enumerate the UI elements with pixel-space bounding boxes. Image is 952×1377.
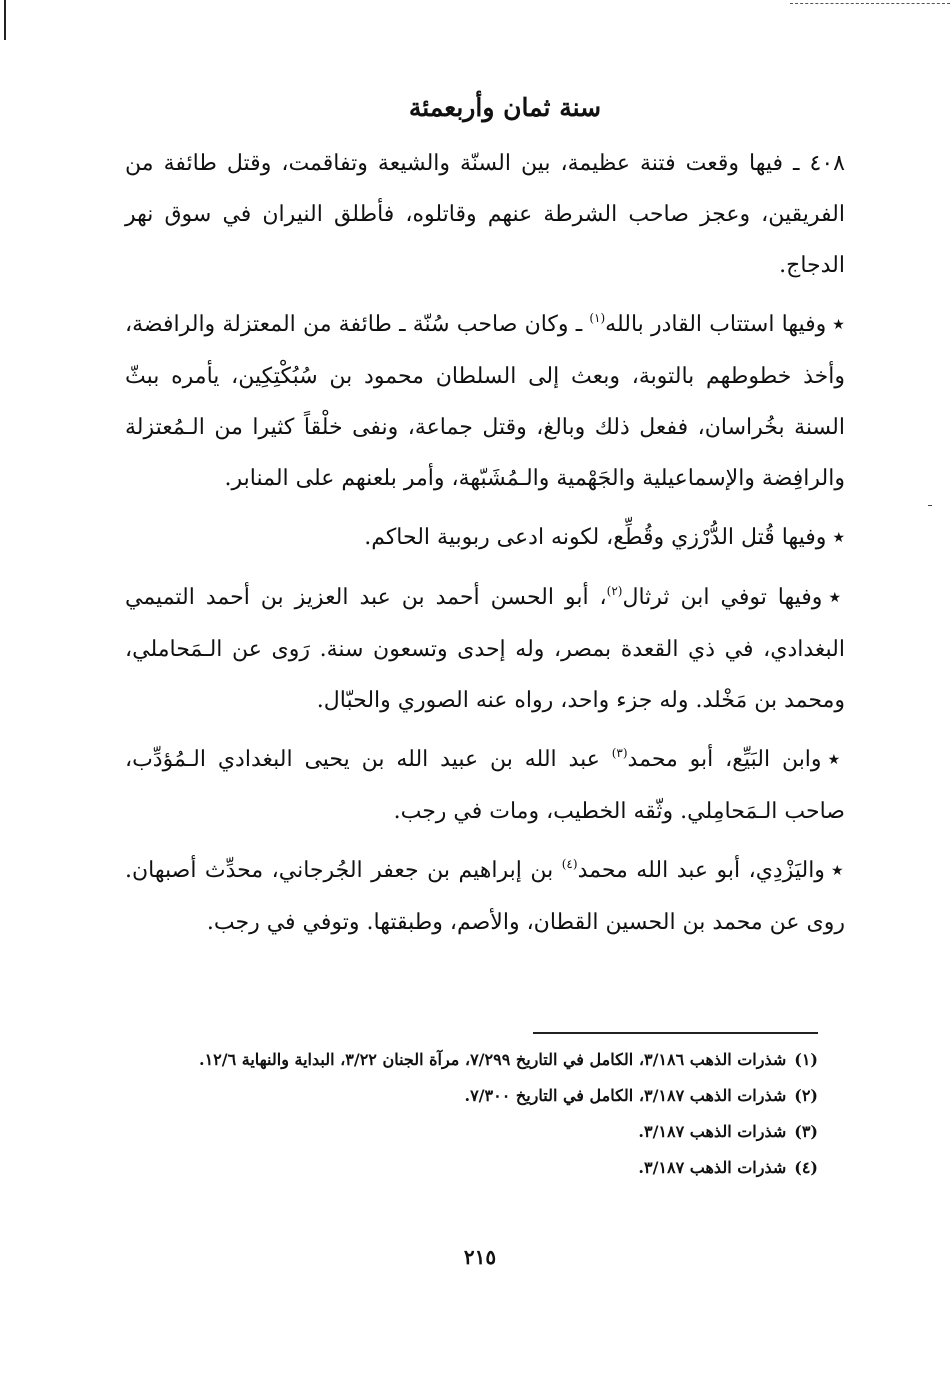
footnote-item bbox=[115, 1078, 818, 1114]
footnote-ref-3[interactable]: (٣) bbox=[611, 746, 628, 760]
paragraph-yazdi bbox=[125, 845, 845, 948]
footnotes bbox=[115, 1042, 818, 1186]
paragraph-text: عبد الله بن عبيد الله بن يحيى البغدادي الـمُؤدِّب، صاحب الـمَحامِلي. وثّقه الخطيب، ومات في رجب. bbox=[125, 747, 845, 824]
paragraph-text: بن إبراهيم بن جعفر الجُرجاني، محدِّث أصبهان. روى عن محمد بن الحسين القطان، والأصم، وطبقتها. وتوفي في رجب. bbox=[125, 858, 845, 935]
paragraph-text: ـ وكان صاحب سُنّة ـ طائفة من المعتزلة والرافضة، وأخذ خطوطهم بالتوبة، وبعث إلى السلطان محمود بن سُبُكْتِكِين، يأمره ببثّ السنة بخُراسان، ففعل ذلك وبالغ، وقتل جماعة، ونفى خلْقاً كثيرا من الـمُعتزلة والرافِضة والإسماعيلية والجَهْمية والـمُشَبّهة، وأمر بلعنهم على المنابر. bbox=[125, 312, 845, 491]
scan-side-mark bbox=[928, 505, 932, 506]
paragraph-text: وفيها توفي ابن ثرثال bbox=[622, 585, 823, 610]
paragraph-text: ٤٠٨ ـ فيها وقعت فتنة عظيمة، بين السنّة والشيعة وتفاقمت، وقتل طائفة من الفريقين، وعجز صاحب الشرطة عنهم وقاتلوه، فأطلق النيران في سوق نهر الدجاج. bbox=[125, 151, 845, 278]
footnote-item bbox=[115, 1150, 818, 1186]
footnote-text: شذرات الذهب ٣/١٨٦، الكامل في التاريخ ٧/٢٩٩، مرآة الجنان ٣/٢٢، البداية والنهاية ١٢/٦. bbox=[198, 1050, 787, 1069]
footnote-ref-4[interactable]: (٤) bbox=[561, 857, 578, 871]
footnote-number: (٣) bbox=[794, 1122, 818, 1141]
paragraph-text: وفيها قُتل الدُّرْزي وقُطِّع، لكونه ادعى ربوبية الحاكم. bbox=[364, 525, 827, 550]
footnote-ref-1[interactable]: (١) bbox=[589, 311, 606, 325]
footnote-number: (١) bbox=[794, 1050, 818, 1069]
page-heading: سنة ثمان وأربعمئة bbox=[408, 93, 602, 122]
paragraph-durzi bbox=[125, 512, 845, 564]
paragraph-text: وابن البَيِّع، أبو محمد bbox=[627, 747, 822, 772]
footnote-text: شذرات الذهب ٣/١٨٧، الكامل في التاريخ ٧/٣٠٠. bbox=[464, 1086, 787, 1105]
footnote-number: (٤) bbox=[794, 1158, 818, 1177]
footnote-ref-2[interactable]: (٢) bbox=[606, 584, 623, 598]
paragraph-text: واليَزْدِي، أبو عبد الله محمد bbox=[577, 858, 825, 883]
page-number: ٢١٥ bbox=[463, 1245, 497, 1269]
paragraph-408-event bbox=[125, 138, 845, 291]
paragraph-text: ، أبو الحسن أحمد بن عبد العزيز بن أحمد التميمي البغدادي، في ذي القعدة بمصر، وله إحدى وتسعون سنة. رَوى عن الـمَحاملي، ومحمد بن مَخْلد. وله جزء واحد، رواه عنه الصوري والحبّال. bbox=[125, 585, 845, 713]
scan-edge-mark bbox=[4, 0, 6, 40]
star-icon: ★ bbox=[830, 863, 845, 879]
star-icon: ★ bbox=[827, 752, 846, 768]
paragraph-ibn-bayyi bbox=[125, 734, 845, 837]
footnote-item bbox=[115, 1114, 818, 1150]
star-icon: ★ bbox=[828, 590, 845, 606]
footnote-text: شذرات الذهب ٣/١٨٧. bbox=[638, 1158, 787, 1177]
scan-edge-dash bbox=[790, 3, 950, 4]
paragraph-qadir bbox=[125, 299, 845, 504]
page-body bbox=[125, 88, 845, 956]
footnote-text: شذرات الذهب ٣/١٨٧. bbox=[638, 1122, 787, 1141]
footnote-number: (٢) bbox=[794, 1086, 818, 1105]
footnote-item bbox=[115, 1042, 818, 1078]
paragraph-text: وفيها استتاب القادر بالله bbox=[605, 312, 827, 337]
footnote-separator bbox=[533, 1032, 818, 1034]
star-icon: ★ bbox=[832, 317, 846, 333]
paragraph-ibn-thurthal bbox=[125, 572, 845, 726]
star-icon: ★ bbox=[832, 530, 845, 546]
